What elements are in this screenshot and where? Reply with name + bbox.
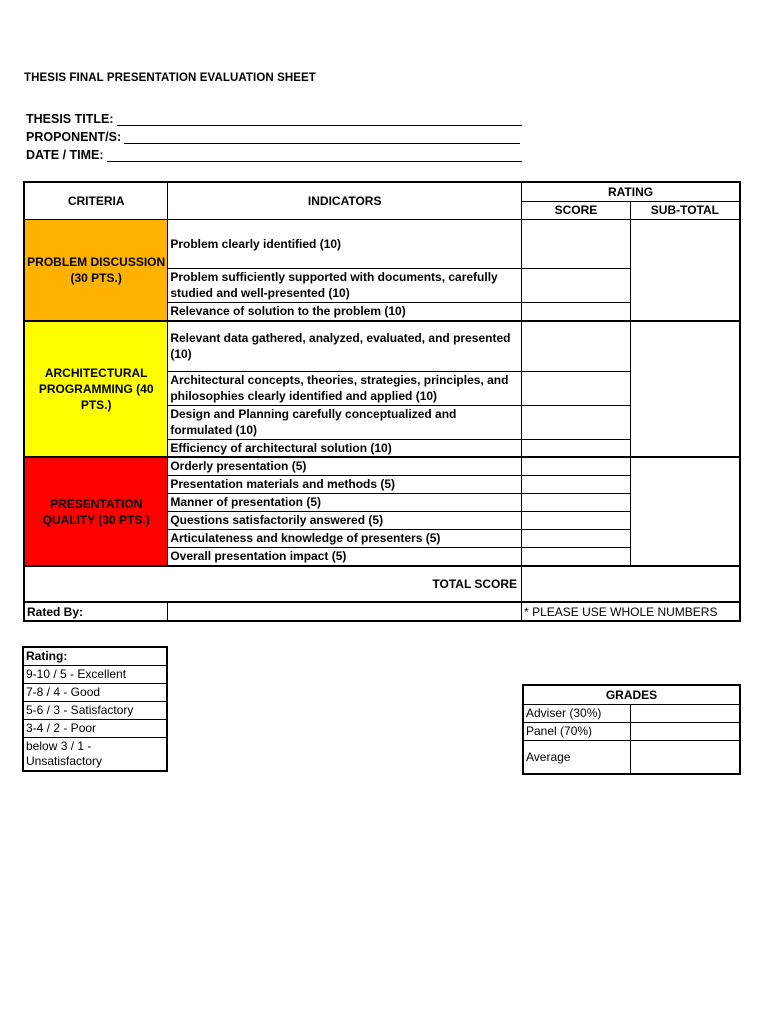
indicator-cell: Questions satisfactorily answered (5)	[168, 511, 522, 529]
indicators-header: INDICATORS	[168, 182, 522, 219]
grade-label-average: Average	[523, 740, 630, 774]
date-time-field[interactable]	[26, 144, 522, 162]
score-cell[interactable]	[522, 529, 631, 547]
subtotal-cell[interactable]	[630, 219, 740, 321]
total-score-cell[interactable]	[522, 566, 740, 602]
grade-value-adviser[interactable]	[630, 704, 740, 722]
subtotal-header: SUB-TOTAL	[630, 201, 740, 219]
grade-value-average[interactable]	[630, 740, 740, 774]
legend-item: 7-8 / 4 - Good	[23, 683, 167, 701]
grade-label-panel: Panel (70%)	[523, 722, 630, 740]
criteria-architectural-programming: ARCHITECTURAL PROGRAMMING (40 PTS.)	[24, 321, 168, 457]
criteria-problem-discussion: PROBLEM DISCUSSION (30 PTS.)	[24, 219, 168, 321]
subtotal-cell[interactable]	[630, 321, 740, 457]
indicator-cell: Presentation materials and methods (5)	[168, 475, 522, 493]
evaluation-table	[23, 181, 741, 622]
legend-item: 9-10 / 5 - Excellent	[23, 665, 167, 683]
score-cell[interactable]	[522, 493, 631, 511]
thesis-title-label: THESIS TITLE:	[26, 112, 114, 126]
proponents-label: PROPONENT/S:	[26, 130, 122, 144]
date-time-line[interactable]	[107, 149, 522, 162]
thesis-title-field[interactable]	[26, 108, 522, 126]
score-cell[interactable]	[522, 321, 631, 371]
indicator-cell: Manner of presentation (5)	[168, 493, 522, 511]
indicator-cell: Problem sufficiently supported with documents, carefully studied and well-presented (10)	[168, 268, 522, 302]
grades-title: GRADES	[523, 685, 740, 704]
header-fields	[26, 108, 522, 162]
proponents-line[interactable]	[124, 131, 520, 144]
score-cell[interactable]	[522, 511, 631, 529]
proponents-field[interactable]	[26, 126, 522, 144]
indicator-cell: Articulateness and knowledge of presenters (5)	[168, 529, 522, 547]
indicator-cell: Overall presentation impact (5)	[168, 547, 522, 566]
legend-item: below 3 / 1 - Unsatisfactory	[23, 737, 167, 771]
score-cell[interactable]	[522, 547, 631, 566]
date-time-label: DATE / TIME:	[26, 148, 104, 162]
rated-by-label: Rated By:	[24, 602, 168, 621]
indicator-cell: Architectural concepts, theories, strategies, principles, and philosophies clearly identified and applied (10)	[168, 371, 522, 405]
indicator-cell: Relevant data gathered, analyzed, evaluated, and presented (10)	[168, 321, 522, 371]
criteria-header: CRITERIA	[24, 182, 168, 219]
rating-legend-title: Rating:	[23, 647, 167, 665]
rating-header: RATING	[522, 182, 740, 201]
rated-by-cell[interactable]	[168, 602, 522, 621]
thesis-title-line[interactable]	[117, 113, 522, 126]
score-cell[interactable]	[522, 302, 631, 321]
grades-table	[522, 684, 741, 775]
indicator-cell: Problem clearly identified (10)	[168, 219, 522, 268]
indicator-cell: Efficiency of architectural solution (10)	[168, 439, 522, 457]
indicator-cell: Design and Planning carefully conceptualized and formulated (10)	[168, 405, 522, 439]
grade-value-panel[interactable]	[630, 722, 740, 740]
legend-item: 5-6 / 3 - Satisfactory	[23, 701, 167, 719]
score-cell[interactable]	[522, 371, 631, 405]
score-cell[interactable]	[522, 457, 631, 475]
criteria-presentation-quality: PRESENTATION QUALITY (30 PTS.)	[24, 457, 168, 566]
total-score-label: TOTAL SCORE	[24, 566, 522, 602]
indicator-cell: Orderly presentation (5)	[168, 457, 522, 475]
score-cell[interactable]	[522, 219, 631, 268]
sheet-title: THESIS FINAL PRESENTATION EVALUATION SHEET	[24, 72, 316, 84]
indicator-cell: Relevance of solution to the problem (10)	[168, 302, 522, 321]
score-cell[interactable]	[522, 405, 631, 439]
rating-legend	[22, 646, 168, 772]
subtotal-cell[interactable]	[630, 457, 740, 566]
score-cell[interactable]	[522, 268, 631, 302]
grade-label-adviser: Adviser (30%)	[523, 704, 630, 722]
score-cell[interactable]	[522, 475, 631, 493]
whole-numbers-note: * PLEASE USE WHOLE NUMBERS	[522, 602, 740, 621]
score-cell[interactable]	[522, 439, 631, 457]
score-header: SCORE	[522, 201, 631, 219]
legend-item: 3-4 / 2 - Poor	[23, 719, 167, 737]
